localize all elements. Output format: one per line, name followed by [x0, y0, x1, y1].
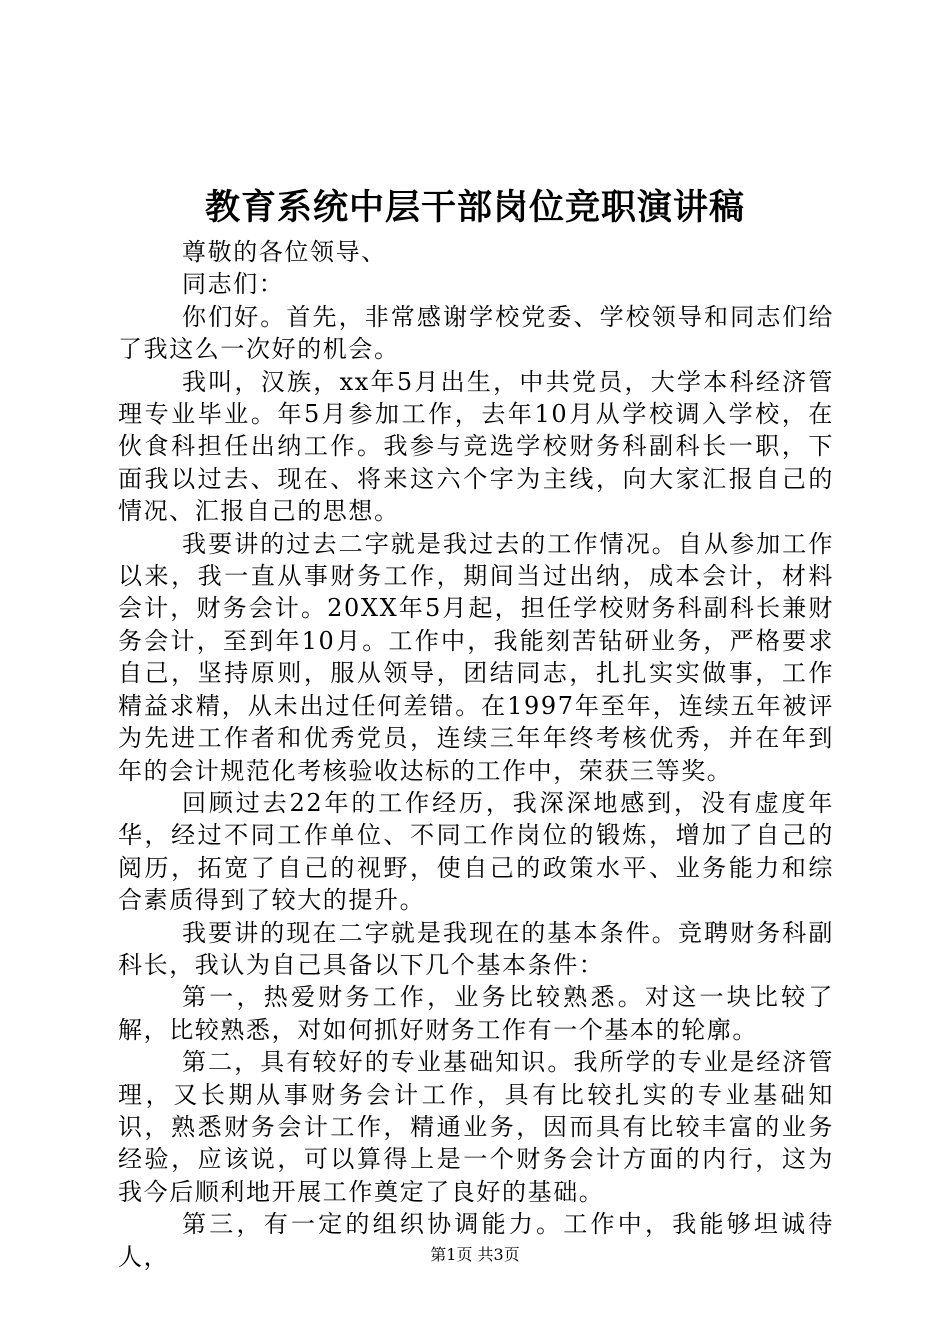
document-body	[118, 236, 834, 1273]
paragraph-past-work: 我要讲的过去二字就是我过去的工作情况。自从参加工作以来，我一直从事财务工作，期间当过出纳，成本会计，材料会计，财务会计。20XX年5月起，担任学校财务科副科长兼财务会计，至到年10月。工作中，我能刻苦钻研业务，严格要求自己，坚持原则，服从领导，团结同志，扎扎实实做事，工作精益求精，从未出过任何差错。在1997年至年，连续五年被评为先进工作者和优秀党员，连续三年年终考核优秀，并在年到年的会计规范化考核验收达标的工作中，荣获三等奖。	[118, 529, 834, 785]
paragraph-review: 回顾过去22年的工作经历，我深深地感到，没有虚度年华，经过不同工作单位、不同工作岗位的锻炼，增加了自己的阅历，拓宽了自己的视野，使自己的政策水平、业务能力和综合素质得到了较大的提升。	[118, 788, 834, 915]
paragraph-condition-3: 第三，有一定的组织协调能力。工作中，我能够坦诚待人，	[118, 1210, 834, 1271]
page-footer: 第1页 共3页	[430, 1245, 520, 1264]
paragraph-condition-1: 第一，热爱财务工作，业务比较熟悉。对这一块比较了解，比较熟悉，对如何抓好财务工作有一个基本的轮廓。	[118, 983, 834, 1044]
paragraph-introduction: 我叫，汉族，xx年5月出生，中共党员，大学本科经济管理专业毕业。年5月参加工作，去年10月从学校调入学校，在伙食科担任出纳工作。我参与竞选学校财务科副科长一职，下面我以过去、现在、将来这六个字为主线，向大家汇报自己的情况、汇报自己的思想。	[118, 367, 834, 526]
paragraph-greeting: 你们好。首先，非常感谢学校党委、学校领导和同志们给了我这么一次好的机会。	[118, 302, 834, 364]
paragraph-salutation-2: 同志们：	[182, 270, 285, 299]
paragraph-present-conditions: 我要讲的现在二字就是我现在的基本条件。竞聘财务科副科长，我认为自己具备以下几个基本条件：	[118, 918, 834, 979]
document-title: 教育系统中层干部岗位竞职演讲稿	[204, 187, 745, 228]
paragraph-salutation-1: 尊敬的各位领导、	[182, 238, 387, 266]
paragraph-condition-2: 第二，具有较好的专业基础知识。我所学的专业是经济管理，又长期从事财务会计工作，具有比较扎实的专业基础知识，熟悉财务会计工作，精通业务，因而具有比较丰富的业务经验，应该说，可以算得上是一个财务会计方面的内行，这为我今后顺利地开展工作奠定了良好的基础。	[118, 1048, 834, 1206]
